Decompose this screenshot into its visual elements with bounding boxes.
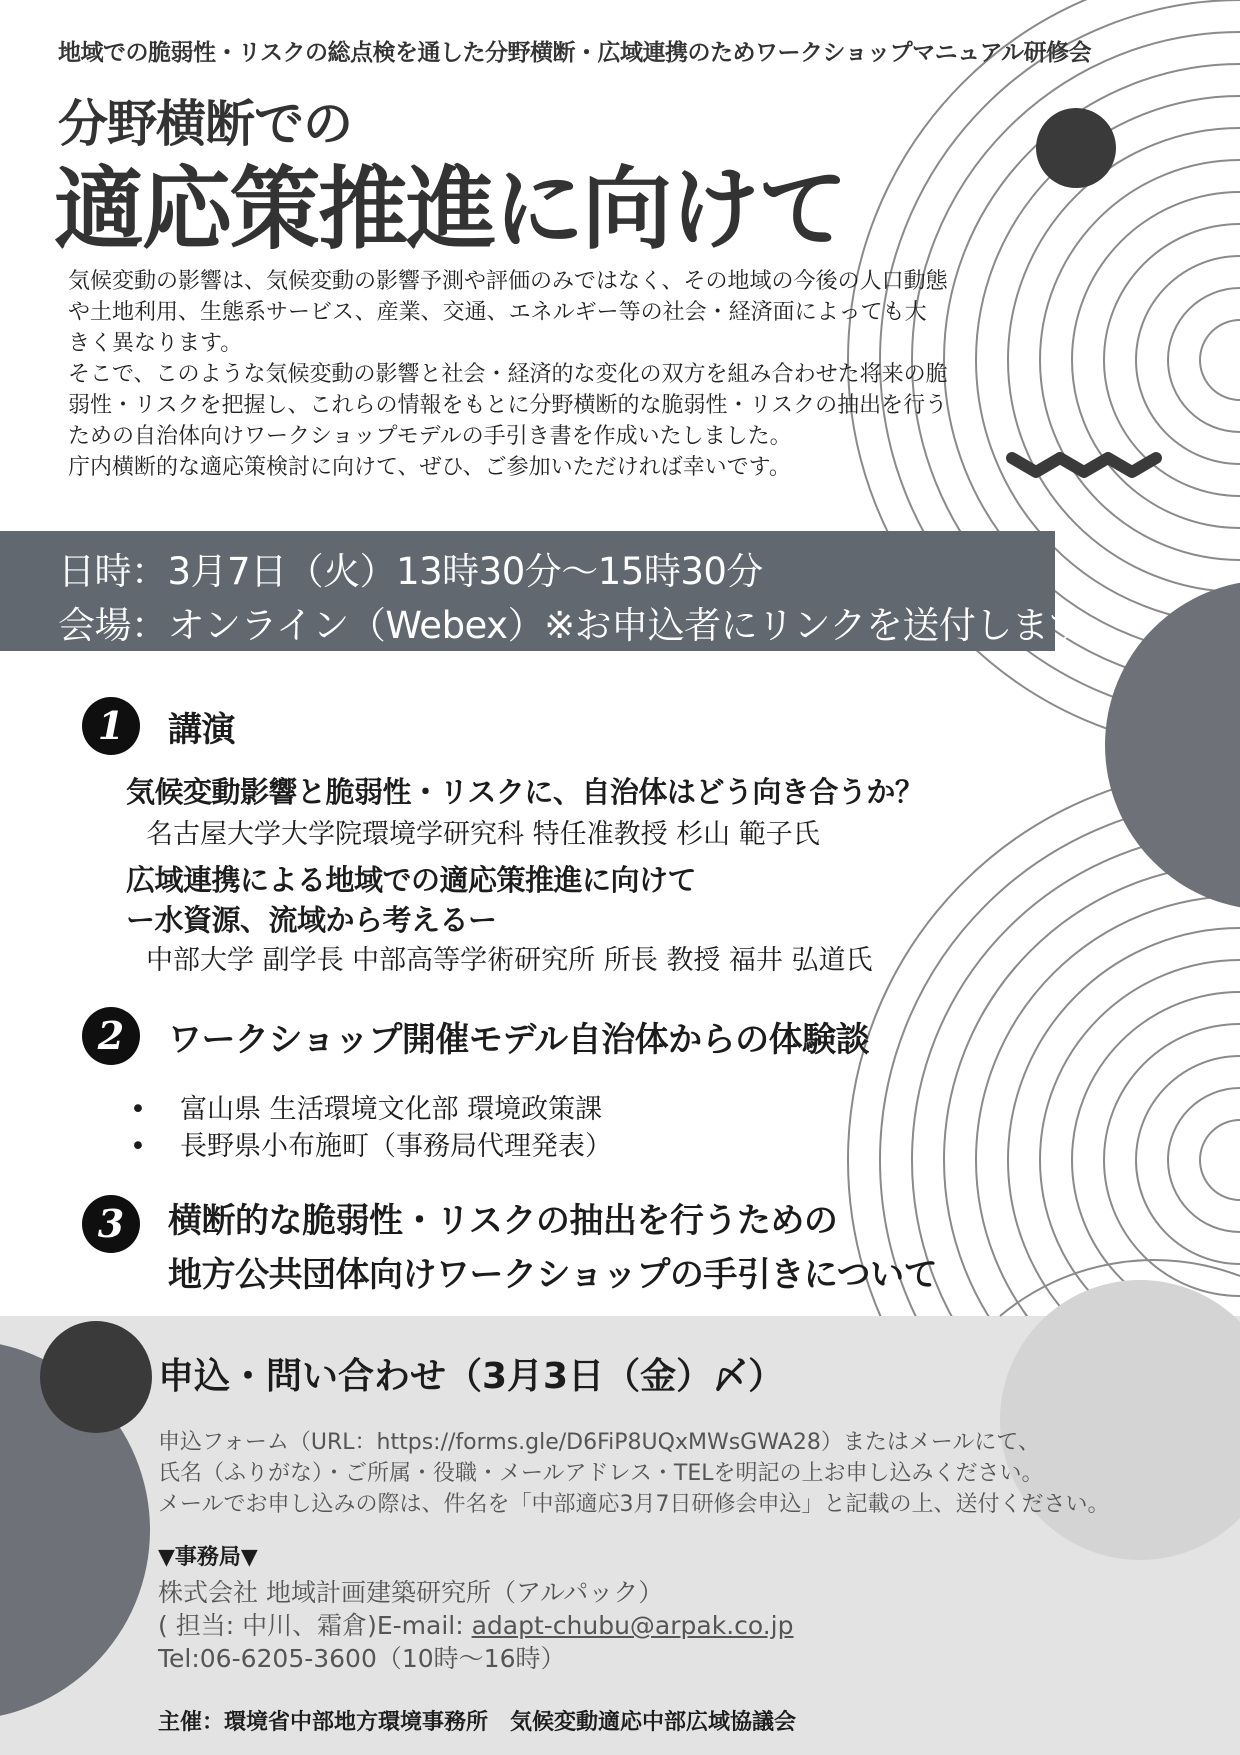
email-link[interactable]: adapt-chubu@arpak.co.jp (471, 1611, 794, 1640)
bullet-icon: • (130, 1131, 146, 1162)
talk-2-title-line-1: 広域連携による地域での適応策推進に向けて (126, 863, 697, 897)
section-2-number-badge: 2 (82, 1007, 140, 1065)
list-item-text: 長野県小布施町（事務局代理発表） (180, 1131, 612, 1162)
section-3-number-badge: 3 (82, 1195, 140, 1253)
list-item-text: 富山県 生活環境文化部 環境政策課 (180, 1094, 603, 1125)
section-2-heading: ワークショップ開催モデル自治体からの体験談 (168, 1020, 870, 1060)
talk-2-speaker: 中部大学 副学長 中部高等学術研究所 所長 教授 福井 弘道氏 (146, 945, 873, 976)
list-item (130, 1124, 612, 1163)
contact-line: メールでお申し込みの際は、件名を「中部適応3月7日研修会申込」と記載の上、送付ください。 (158, 1492, 1110, 1517)
intro-paragraph: そこで、このような気候変動の影響と社会・経済的な変化の双方を組み合わせた将来の脆弱性・リスクを把握し、これらの情報をもとに分野横断的な脆弱性・リスクの抽出を行うための自治体向けワークショップモデルの手引き書を作成いたしました。 (68, 362, 948, 449)
talk-1-speaker: 名古屋大学大学院環境学研究科 特任准教授 杉山 範子氏 (146, 819, 820, 850)
intro-paragraph: 気候変動の影響は、気候変動の影響予測や評価のみではなく、その地域の今後の人口動態や土地利用、生態系サービス、産業、交通、エネルギー等の社会・経済面によっても大きく異なります。 (68, 269, 948, 356)
list-item (130, 1087, 602, 1126)
talk-1-title: 気候変動影響と脆弱性・リスクに、自治体はどう向き合うか？ (126, 775, 924, 809)
page-title: 適応策推進に向けて (54, 157, 846, 262)
section-3-heading-line-1: 横断的な脆弱性・リスクの抽出を行うための (168, 1201, 838, 1241)
dark-circle-footer (40, 1321, 152, 1433)
office-person: ( 担当: 中川、霜倉)E-mail: (158, 1611, 472, 1640)
intro-paragraph: 庁内横断的な適応策検討に向けて、ぜひ、ご参加いただければ幸いです。 (68, 455, 791, 480)
office-name: 株式会社 地域計画建築研究所（アルパック） (158, 1578, 664, 1607)
intro-text (68, 266, 948, 483)
section-1-heading: 講演 (168, 710, 235, 750)
office-heading: ▼事務局▼ (158, 1545, 258, 1570)
contact-heading: 申込・問い合わせ（3月3日（金）〆） (158, 1356, 785, 1397)
talk-2-title-line-2: ー水資源、流域から考えるー (126, 903, 497, 937)
event-venue: 会場：オンライン（Webex）※お申込者にリンクを送付します。 (58, 604, 1119, 647)
office-tel: Tel:06-6205-3600（10時～16時） (158, 1644, 566, 1673)
event-info-band (0, 531, 1119, 651)
office-details (158, 1576, 794, 1675)
office-contact (158, 1609, 794, 1642)
contact-line: 申込フォーム（URL：https://forms.gle/D6FiP8UQxMWsGWA28）またはメールにて、 (158, 1430, 1040, 1455)
organizer-line: 主催：環境省中部地方環境事務所 気候変動適応中部広域協議会 (158, 1710, 797, 1735)
event-datetime: 日時：3月7日（火）13時30分～15時30分 (58, 550, 763, 593)
section-1-number-badge: 1 (82, 697, 140, 755)
section-3-heading-line-2: 地方公共団体向けワークショップの手引きについて (168, 1255, 938, 1295)
contact-line: 氏名（ふりがな）・ご所属・役職・メールアドレス・TELを明記の上お申し込みください。 (158, 1461, 1044, 1486)
title-line-1: 分野横断での (58, 95, 352, 153)
contact-instructions (158, 1427, 1110, 1520)
event-subtitle: 地域での脆弱性・リスクの総点検を通した分野横断・広域連携のためワークショップマニュアル研修会 (58, 40, 1092, 66)
bullet-icon: • (130, 1094, 146, 1125)
